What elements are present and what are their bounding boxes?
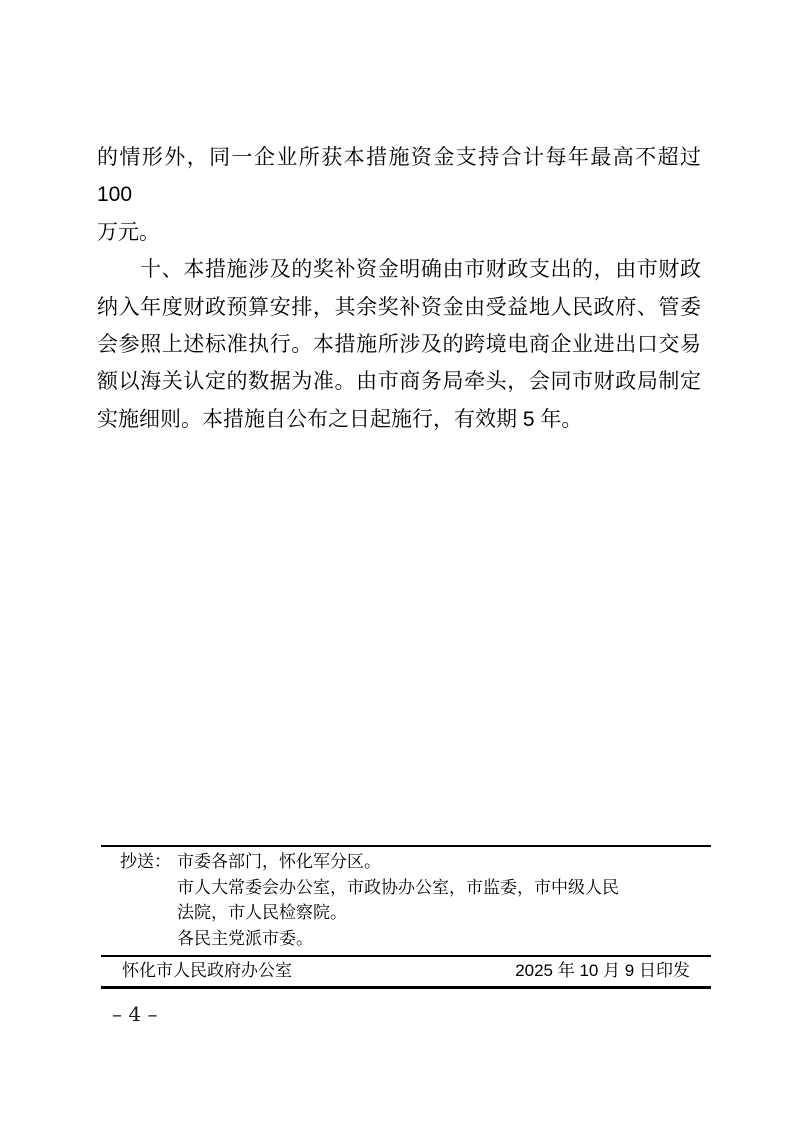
- body-line: 纳入年度财政预算安排，其余奖补资金由受益地人民政府、管委: [97, 295, 701, 319]
- cc-line: 市人大常委会办公室，市政协办公室，市监委，市中级人民: [177, 877, 619, 897]
- cc-line: 各民主党派市委。: [177, 928, 313, 948]
- body-line: 十、本措施涉及的奖补资金明确由市财政支出的，由市财政: [97, 258, 701, 282]
- cc-label: 抄送：: [120, 852, 171, 871]
- issuing-office: 怀化市人民政府办公室: [122, 961, 292, 980]
- cc-recipients-list: [177, 849, 619, 951]
- page-number: – 4 –: [112, 1002, 158, 1026]
- footer-bottom-rule: [101, 986, 711, 989]
- cc-line: 市委各部门，怀化军分区。: [177, 852, 381, 871]
- footer-top-rule: [101, 845, 711, 847]
- cc-block: [120, 849, 619, 951]
- body-line: 万元。: [97, 220, 160, 244]
- print-date: 2025 年 10 月 9 日印发: [515, 961, 690, 980]
- body-line: 会参照上述标准执行。本措施所涉及的跨境电商企业进出口交易: [97, 333, 701, 357]
- body-line: 实施细则。本措施自公布之日起施行，有效期 5 年。: [97, 407, 583, 431]
- cc-line: 法院，市人民检察院。: [177, 903, 347, 922]
- issuer-row: [101, 959, 711, 983]
- body-line: 的情形外，同一企业所获本措施资金支持合计每年最高不超过 100: [97, 146, 701, 207]
- body-line: 额以海关认定的数据为准。由市商务局牵头，会同市财政局制定: [97, 370, 701, 394]
- document-body: [97, 139, 701, 438]
- footer-middle-rule: [101, 955, 711, 957]
